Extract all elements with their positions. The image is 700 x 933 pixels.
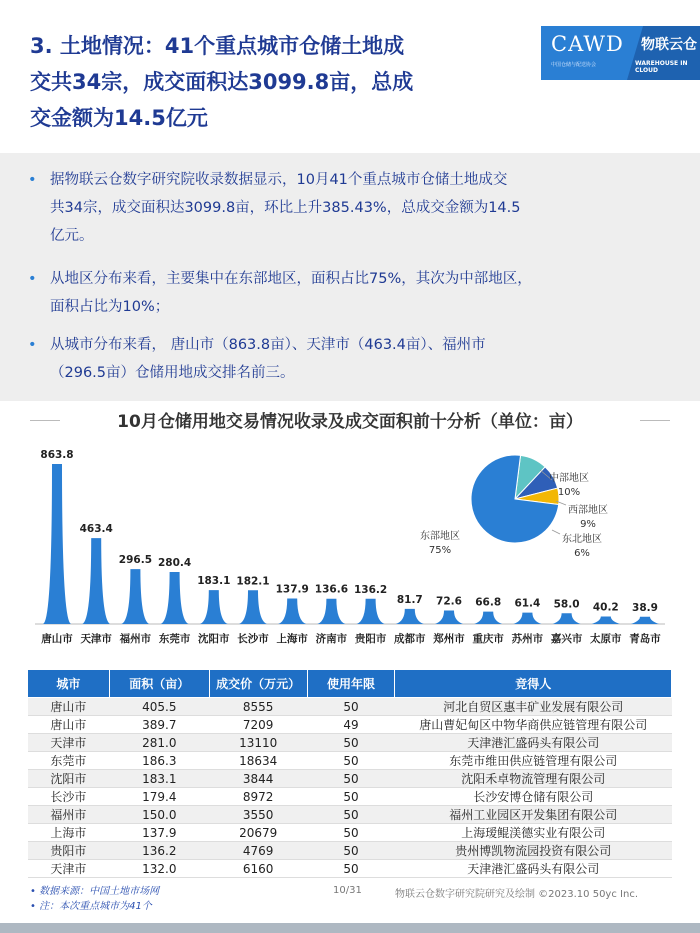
cell-area: 281.0: [109, 734, 209, 752]
cell-city: 天津市: [28, 860, 110, 878]
summary-bullet: [28, 265, 676, 321]
bar-郑州市: [435, 611, 463, 624]
cell-city: 天津市: [28, 734, 110, 752]
bullet-line: 亿元。: [50, 228, 94, 244]
cell-term: 50: [307, 824, 395, 842]
table-row: [28, 716, 672, 734]
pie-slice-percent: 6%: [574, 548, 590, 559]
cell-price: 3844: [209, 770, 307, 788]
region-pie-chart: [420, 455, 608, 559]
cell-term: 49: [307, 716, 395, 734]
table-row: [28, 770, 672, 788]
category-label: 郑州市: [433, 633, 465, 645]
cell-price: 4769: [209, 842, 307, 860]
cell-city: 唐山市: [28, 698, 110, 716]
pie-slice-name: 东北地区: [562, 534, 602, 545]
heading-line-2: 交共34宗，成交面积达3099.8亩，总成: [30, 70, 414, 94]
summary-bullet: [28, 166, 676, 250]
cell-price: 13110: [209, 734, 307, 752]
bullet-line: 据物联云仓数字研究院收录数据显示，10月41个重点城市仓储土地成交: [50, 172, 508, 188]
category-label: 天津市: [80, 633, 112, 645]
cell-term: 50: [307, 752, 395, 770]
cell-buyer: 上海瑷鲲渼德实业有限公司: [395, 824, 672, 842]
table-row: [28, 842, 672, 860]
bar-value-label: 182.1: [236, 575, 270, 588]
bar-天津市: [82, 538, 110, 624]
table-row: [28, 698, 672, 716]
bar-value-label: 81.7: [396, 593, 423, 606]
category-label: 沈阳市: [198, 633, 230, 645]
cell-buyer: 唐山曹妃甸区中物华商供应链管理有限公司: [395, 716, 672, 734]
cell-city: 东莞市: [28, 752, 110, 770]
cell-price: 3550: [209, 806, 307, 824]
bar-value-label: 61.4: [514, 597, 541, 610]
cell-buyer: 长沙安博仓储有限公司: [395, 788, 672, 806]
bottom-bar: [0, 923, 700, 933]
bar-value-label: 183.1: [197, 575, 231, 588]
bar-苏州市: [513, 613, 541, 624]
cell-price: 18634: [209, 752, 307, 770]
cell-term: 50: [307, 734, 395, 752]
category-label: 上海市: [276, 633, 308, 645]
pie-slice-name: 东部地区: [420, 531, 460, 542]
bar-长沙市: [239, 590, 267, 624]
cell-area: 136.2: [109, 842, 209, 860]
bar-嘉兴市: [553, 613, 581, 624]
bar-value-label: 38.9: [632, 601, 658, 614]
bar-value-label: 58.0: [553, 598, 580, 611]
table-header-row: [28, 670, 672, 698]
summary-panel: [0, 153, 700, 401]
cell-term: 50: [307, 698, 395, 716]
bullet-dot: •: [28, 172, 37, 188]
bar-上海市: [278, 598, 306, 624]
bar-济南市: [317, 599, 345, 624]
section-heading: [30, 28, 520, 136]
category-label: 贵阳市: [354, 633, 387, 645]
bar-重庆市: [474, 612, 502, 624]
bar-东莞市: [161, 572, 189, 624]
cell-area: 183.1: [109, 770, 209, 788]
cawd-logo-subtitle: 中国仓储与配送协会: [551, 62, 597, 68]
category-label: 太原市: [590, 633, 622, 645]
cell-term: 50: [307, 770, 395, 788]
col-header-price: 成交价（万元）: [209, 670, 307, 698]
data-source-note: • 数据来源：中国土地市场网: [30, 886, 160, 897]
chart-title: 10月仓储用地交易情况收录及成交面积前十分析（单位：亩）: [117, 412, 583, 432]
cell-buyer: 贵州博凯物流园投资有限公司: [395, 842, 672, 860]
category-label: 苏州市: [511, 633, 544, 645]
category-label: 长沙市: [237, 633, 269, 645]
pie-slice-percent: 75%: [428, 545, 452, 556]
bar-value-label: 863.8: [40, 449, 74, 461]
table-row: [28, 806, 672, 824]
cell-city: 长沙市: [28, 788, 110, 806]
cell-buyer: 天津港汇盛码头有限公司: [395, 860, 672, 878]
table-row: [28, 788, 672, 806]
cell-price: 7209: [209, 716, 307, 734]
bar-青岛市: [631, 617, 659, 624]
cell-term: 50: [307, 860, 395, 878]
wic-logo-subtitle: WAREHOUSE IN CLOUD: [635, 60, 688, 74]
heading-line-3: 交金额为14.5亿元: [30, 106, 208, 130]
cell-buyer: 沈阳禾卓物流管理有限公司: [395, 770, 672, 788]
cell-area: 137.9: [109, 824, 209, 842]
cell-price: 6160: [209, 860, 307, 878]
bar-value-label: 463.4: [79, 523, 113, 536]
cell-price: 20679: [209, 824, 307, 842]
bar-value-label: 280.4: [157, 557, 192, 570]
wic-logo-text: 物联云仓: [641, 37, 697, 53]
cell-term: 50: [307, 788, 395, 806]
bar-value-label: 72.6: [436, 595, 462, 608]
bullet-dot: •: [28, 337, 37, 353]
cell-city: 上海市: [28, 824, 110, 842]
bar-太原市: [592, 617, 620, 624]
bullet-line: 从地区分布来看，主要集中在东部地区，面积占比75%，其次为中部地区，: [50, 271, 532, 287]
cell-area: 132.0: [109, 860, 209, 878]
cell-buyer: 天津港汇盛码头有限公司: [395, 734, 672, 752]
cell-price: 8555: [209, 698, 307, 716]
cell-price: 8972: [209, 788, 307, 806]
cell-city: 贵阳市: [28, 842, 110, 860]
bar-value-label: 137.9: [275, 583, 309, 596]
bar-value-label: 136.6: [314, 583, 349, 596]
cawd-logo-text: CAWD: [551, 32, 624, 56]
category-label: 东莞市: [158, 633, 191, 645]
cell-area: 389.7: [109, 716, 209, 734]
cell-buyer: 福州工业园区开发集团有限公司: [395, 806, 672, 824]
heading-line-1: 3. 土地情况：41个重点城市仓储土地成: [30, 34, 405, 58]
table-row: [28, 824, 672, 842]
footer-credit: 物联云仓数字研究院研究及绘制 ©2023.10 50yc Inc.: [395, 889, 638, 900]
city-count-note: • 注：本次重点城市为41个: [30, 901, 152, 912]
cell-area: 405.5: [109, 698, 209, 716]
bar-value-label: 66.8: [475, 596, 502, 609]
cell-buyer: 河北自贸区惠丰矿业发展有限公司: [395, 698, 672, 716]
category-label: 成都市: [394, 633, 426, 645]
bar-chart: [0, 435, 700, 660]
cawd-logo: [541, 26, 700, 80]
category-label: 嘉兴市: [550, 633, 583, 645]
pie-slice-percent: 9%: [580, 519, 596, 530]
pie-slice-percent: 10%: [557, 487, 581, 498]
bullet-line: （296.5亩）仓储用地成交排名前三。: [50, 365, 295, 381]
table-row: [28, 752, 672, 770]
bar-value-label: 296.5: [118, 554, 153, 567]
land-deals-table: [27, 669, 672, 878]
bullet-line: 从城市分布来看， 唐山市（863.8亩）、天津市（463.4亩）、福州市: [50, 337, 486, 353]
bar-贵阳市: [357, 599, 385, 624]
cell-area: 150.0: [109, 806, 209, 824]
category-label: 重庆市: [472, 633, 504, 645]
table-row: [28, 860, 672, 878]
cell-term: 50: [307, 842, 395, 860]
category-label: 青岛市: [629, 633, 661, 645]
bullet-dot: •: [28, 271, 37, 287]
col-header-term: 使用年限: [307, 670, 395, 698]
bar-value-label: 136.2: [353, 583, 388, 596]
pie-slice-name: 中部地区: [549, 473, 589, 484]
col-header-city: 城市: [28, 670, 110, 698]
cell-city: 福州市: [28, 806, 110, 824]
cell-term: 50: [307, 806, 395, 824]
category-label: 济南市: [315, 633, 348, 645]
cell-area: 186.3: [109, 752, 209, 770]
bullet-line: 共34宗，成交面积达3099.8亩，环比上升385.43%，总成交金额为14.5: [50, 200, 521, 216]
pie-slice-name: 西部地区: [568, 505, 608, 516]
col-header-area: 面积（亩）: [109, 670, 209, 698]
bar-唐山市: [43, 464, 71, 624]
bar-成都市: [396, 609, 424, 624]
bar-福州市: [121, 569, 149, 624]
pie-leader-line: [552, 530, 560, 534]
table-row: [28, 734, 672, 752]
category-label: 福州市: [119, 633, 152, 645]
bullet-line: 面积占比为10%；: [50, 299, 170, 315]
bar-value-label: 40.2: [592, 601, 619, 614]
cell-buyer: 东莞市维田供应链管理有限公司: [395, 752, 672, 770]
col-header-buyer: 竞得人: [395, 670, 672, 698]
summary-bullet: [28, 331, 676, 387]
cell-city: 唐山市: [28, 716, 110, 734]
page-number: 10/31: [333, 885, 362, 896]
cell-area: 179.4: [109, 788, 209, 806]
category-label: 唐山市: [41, 633, 73, 645]
cell-city: 沈阳市: [28, 770, 110, 788]
bar-沈阳市: [200, 590, 228, 624]
